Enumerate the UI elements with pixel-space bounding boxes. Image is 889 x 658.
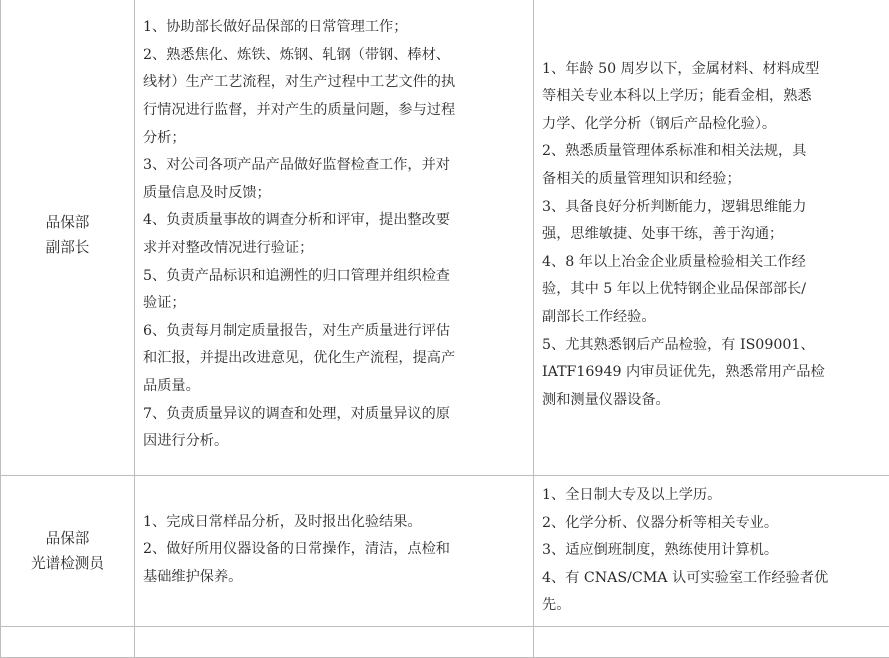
empty-cell: [534, 627, 889, 658]
duty-item: [143, 152, 528, 207]
requirement-item: [542, 482, 883, 510]
duties-cell: [135, 0, 534, 476]
requirement-line: IATF16949 内审员证优先，熟悉常用产品检: [542, 359, 883, 387]
requirement-line: 备相关的质量管理知识和经验；: [542, 166, 883, 194]
requirement-line: 4、有 CNAS/CMA 认可实验室工作经验者优: [542, 565, 883, 593]
requirement-line: 测和测量仪器设备。: [542, 387, 883, 415]
duty-item: [143, 263, 528, 318]
position-name: 副部长: [1, 235, 134, 260]
requirement-item: [542, 249, 883, 332]
duty-line: 基础维护保养。: [143, 564, 528, 592]
requirement-item: [542, 194, 883, 249]
requirement-item: [542, 537, 883, 565]
duty-item: [143, 509, 528, 537]
duty-line: 因进行分析。: [143, 428, 528, 456]
duty-item: [143, 42, 528, 152]
duty-line: 1、协助部长做好品保部的日常管理工作；: [143, 14, 528, 42]
requirement-line: 等相关专业本科以上学历；能看金相，熟悉: [542, 83, 883, 111]
requirement-line: 副部长工作经验。: [542, 304, 883, 332]
requirement-line: 先。: [542, 592, 883, 620]
requirement-line: 1、年龄 50 周岁以下，金属材料、材料成型: [542, 56, 883, 84]
duty-line: 分析；: [143, 125, 528, 153]
position-name: 光谱检测员: [1, 551, 134, 576]
requirement-line: 1、全日制大专及以上学历。: [542, 482, 883, 510]
requirement-line: 3、适应倒班制度，熟练使用计算机。: [542, 537, 883, 565]
duty-line: 验证；: [143, 290, 528, 318]
position-title-cell: [1, 0, 135, 476]
position-title-cell: [1, 476, 135, 627]
table-row: [1, 476, 889, 627]
duty-line: 2、熟悉焦化、炼铁、炼钢、轧钢（带钢、棒材、: [143, 42, 528, 70]
requirement-line: 强，思维敏捷、处事干练，善于沟通；: [542, 221, 883, 249]
duty-line: 5、负责产品标识和追溯性的归口管理并组织检查: [143, 263, 528, 291]
duty-line: 2、做好所用仪器设备的日常操作，清洁，点检和: [143, 536, 528, 564]
duty-line: 和汇报，并提出改进意见，优化生产流程，提高产: [143, 345, 528, 373]
position-department: 品保部: [1, 210, 134, 235]
requirement-line: 验，其中 5 年以上优特钢企业品保部部长/: [542, 276, 883, 304]
requirement-line: 2、化学分析、仪器分析等相关专业。: [542, 510, 883, 538]
duty-line: 3、对公司各项产品产品做好监督检查工作，并对: [143, 152, 528, 180]
duty-line: 求并对整改情况进行验证；: [143, 235, 528, 263]
table-row: [1, 0, 889, 476]
table-row: [1, 627, 889, 658]
requirement-line: 力学、化学分析（钢后产品检化验）。: [542, 111, 883, 139]
duty-line: 7、负责质量异议的调查和处理，对质量异议的原: [143, 401, 528, 429]
duty-line: 行情况进行监督，并对产生的质量问题，参与过程: [143, 97, 528, 125]
requirement-line: 5、尤其熟悉钢后产品检验，有 IS09001、: [542, 332, 883, 360]
duty-line: 品质量。: [143, 373, 528, 401]
duty-item: [143, 207, 528, 262]
requirement-line: 4、8 年以上冶金企业质量检验相关工作经: [542, 249, 883, 277]
requirement-line: 3、具备良好分析判断能力，逻辑思维能力: [542, 194, 883, 222]
position-department: 品保部: [1, 526, 134, 551]
duty-line: 6、负责每月制定质量报告，对生产质量进行评估: [143, 318, 528, 346]
duties-cell: [135, 476, 534, 627]
duty-line: 1、完成日常样品分析，及时报出化验结果。: [143, 509, 528, 537]
requirement-item: [542, 565, 883, 620]
requirement-item: [542, 510, 883, 538]
duty-line: 4、负责质量事故的调查分析和评审，提出整改要: [143, 207, 528, 235]
empty-cell: [135, 627, 534, 658]
requirements-cell: [534, 0, 889, 476]
requirements-cell: [534, 476, 889, 627]
requirement-item: [542, 138, 883, 193]
requirement-line: 2、熟悉质量管理体系标准和相关法规，具: [542, 138, 883, 166]
empty-cell: [1, 627, 135, 658]
duty-item: [143, 536, 528, 591]
duty-item: [143, 318, 528, 401]
requirement-item: [542, 56, 883, 139]
duty-item: [143, 14, 528, 42]
duty-item: [143, 401, 528, 456]
requirement-item: [542, 332, 883, 415]
duty-line: 质量信息及时反馈；: [143, 180, 528, 208]
duty-line: 线材）生产工艺流程，对生产过程中工艺文件的执: [143, 69, 528, 97]
